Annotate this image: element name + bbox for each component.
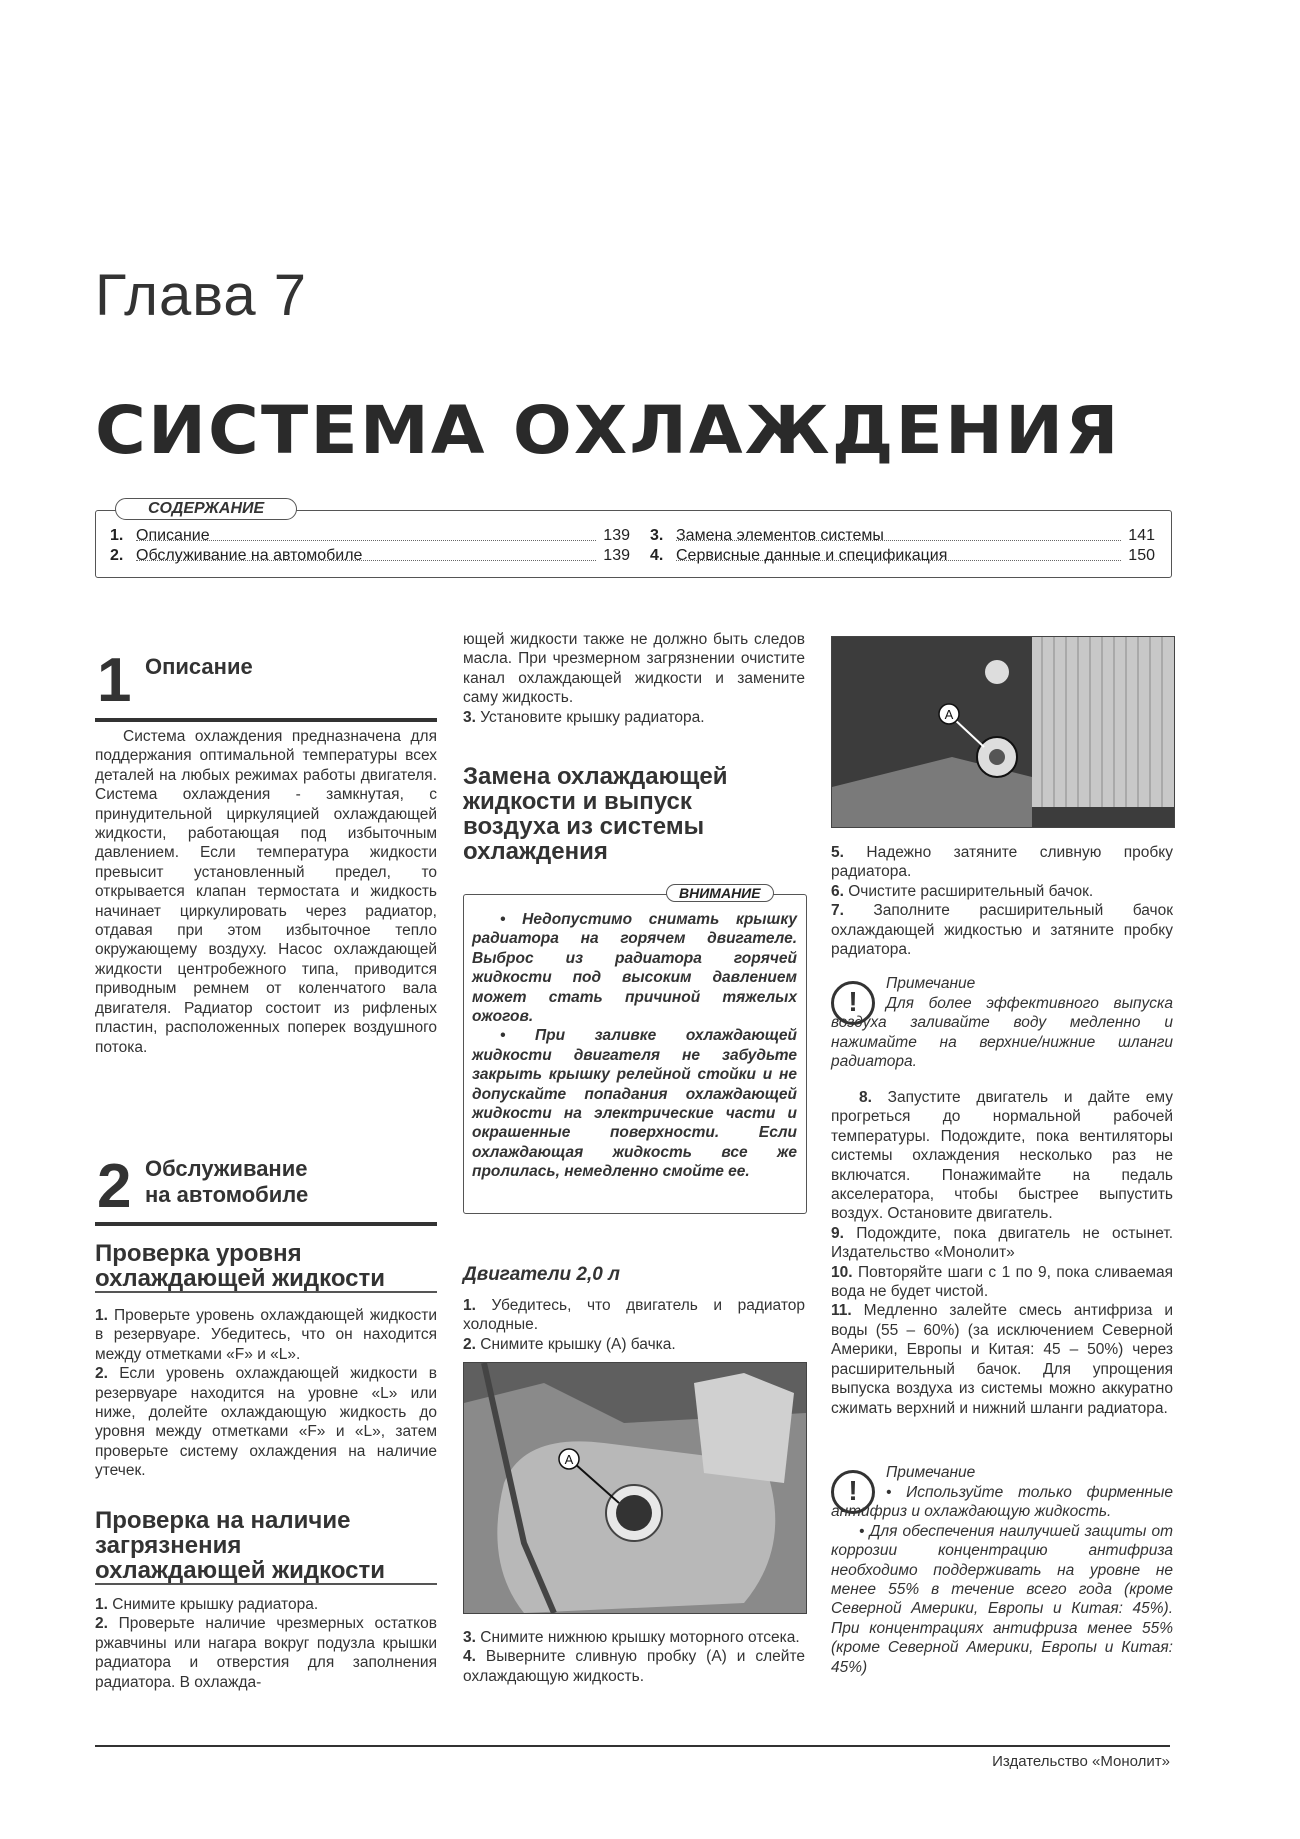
toc-item[interactable] (110, 546, 630, 566)
section1-title: Описание (145, 654, 253, 679)
step: 4. Выверните сливную пробку (А) и слейте охлаждающую жидкость. (463, 1648, 806, 1685)
step: 3. Установите крышку радиатора. (463, 708, 705, 726)
toc-item[interactable] (110, 526, 630, 546)
reservoir-photo-illustration (464, 1363, 806, 1613)
step: 2. Снимите крышку (А) бачка. (463, 1335, 676, 1353)
col2-text (463, 630, 805, 727)
section1-header (95, 640, 437, 722)
toc-item-label: Обслуживание на автомобиле (136, 546, 596, 561)
subsection-title-line: охлаждающей жидкости (95, 1557, 386, 1584)
drain-plug-photo-illustration (832, 637, 1174, 827)
toc-item-page: 141 (1128, 527, 1155, 544)
note-paragraph: • Используйте только фирменные антифриз и охлаждающую жидкость. (831, 1484, 1173, 1521)
col3-steps-b (831, 1088, 1173, 1418)
warning-tag: ВНИМАНИЕ (666, 884, 774, 902)
warning-text (472, 910, 797, 1182)
note-paragraph: • Для обеспечения наилучшей защиты от коррозии концентрацию антифриза необходимо поддерживать на уровне не менее 55% в течение всего года (кроме Северной Америки, Европы и Китая: 45%). При концентрациях антифриза менее 55% (кроме Северной Америки, Европы и Китая: 45%) (831, 1522, 1173, 1676)
step: 2. Если уровень охлаждающей жидкости в резервуаре находится на уровне «L» или ниже, долейте охлаждающую жидкость до уровня между отметками «F» и «L», затем проверьте систему охлаждения на наличие утечек. (95, 1365, 437, 1480)
subsection-coolant-level-title (95, 1241, 437, 1293)
chapter-title: СИСТЕМА ОХЛАЖДЕНИЯ (95, 392, 1121, 469)
toc-item-page: 139 (603, 527, 630, 544)
toc-tag: СОДЕРЖАНИЕ (115, 498, 297, 520)
subsection-contamination-title (95, 1508, 437, 1585)
engine-steps-b (463, 1628, 805, 1686)
continued-text: ющей жидкости также не должно быть следов масла. При чрезмерном загрязнении очистите канал охлаждающей жидкости и замените саму жидкость. (463, 631, 805, 707)
step: 1. Снимите крышку радиатора. (95, 1596, 319, 1613)
toc-item[interactable] (650, 546, 1155, 566)
step: 6. Очистите расширительный бачок. (831, 882, 1094, 900)
note2-text (831, 1483, 1173, 1677)
section1-number: 1 (97, 646, 132, 715)
step: 5. Надежно затяните сливную пробку радиатора. (831, 844, 1173, 881)
toc-item-label: Сервисные данные и спецификация (676, 546, 1121, 561)
col3-steps-a (831, 843, 1173, 959)
heading-line: воздуха из системы (463, 813, 705, 840)
reservoir-photo (463, 1362, 807, 1614)
warning-paragraph: • При заливке охлаждающей жидкости двигателя не забудьте закрыть крышку релейной стойки и не допускайте попадания охлаждающей жидкости на электрические части и окрашенные поверхности. Если охлаждающая жидкость все же пролилась, немедленно смойте ее. (472, 1027, 797, 1181)
step: 3. Снимите нижнюю крышку моторного отсека. (463, 1629, 800, 1646)
note1-text: Для более эффективного выпуска воздуха заливайте воду медленно и нажимайте на верхние/нижние шланги радиатора. (831, 995, 1173, 1071)
drain-plug-photo (831, 636, 1175, 828)
section2-title-line2: на автомобиле (145, 1182, 309, 1207)
toc-item-num: 3. (650, 527, 664, 544)
toc-item[interactable] (650, 526, 1155, 546)
step: 10. Повторяйте шаги с 1 по 9, пока сливаемая вода не будет чистой. (831, 1263, 1173, 1301)
subsection-title-line: загрязнения (95, 1532, 242, 1559)
coolant-replacement-title (463, 764, 805, 864)
note1-title: Примечание (886, 975, 976, 992)
step: 8. Запустите двигатель и дайте ему прогреться до нормальной рабочей температуры. Подождите, пока вентиляторы системы охлаждения несколько раз не включатся. Понажимайте на педаль акселератора, чтобы быстрее выпустить воздух. Остановите двигатель. (831, 1089, 1173, 1223)
chapter-label: Глава 7 (95, 263, 308, 328)
heading-line: жидкости и выпуск (463, 788, 692, 815)
note2-title: Примечание (886, 1464, 976, 1481)
engine-heading: Двигатели 2,0 л (463, 1264, 620, 1285)
note-warning-icon: ! (831, 981, 875, 1025)
toc-item-page: 139 (603, 547, 630, 564)
step: 7. Заполните расширительный бачок охлаждающей жидкостью и затяните пробку радиатора. (831, 902, 1173, 959)
toc-item-num: 4. (650, 547, 664, 564)
footer-publisher: Издательство «Монолит» (992, 1753, 1170, 1770)
section1-text: Система охлаждения предназначена для поддержания оптимальной температуры всех деталей на любых режимах работы двигателя. Система охлаждения - замкнутая, с принудительной циркуляцией охлаждающей жидкости, работающая под избыточным давлением. Если температура жидкости превысит установленный предел, то открывается клапан термостата и жидкость начинает циркулировать через радиатор, отдавая при этом избыточное тепло окружающему воздуху. Насос охлаждающей жидкости центробежного типа, приводится приводным ремнем от коленчатого вала двигателя. Радиатор состоит из рифленых пластин, расположенных поперек воздушного потока. (95, 728, 437, 1056)
heading-line: охлаждения (463, 838, 608, 865)
heading-line: Замена охлаждающей (463, 763, 728, 790)
toc-item-label: Замена элементов системы (676, 526, 1121, 541)
photo-callout-label: A (564, 1452, 574, 1467)
subsection-title-line: Проверка на наличие (95, 1507, 351, 1534)
toc-item-num: 1. (110, 527, 124, 544)
photo-callout-label: A (944, 707, 954, 722)
section2-number: 2 (97, 1152, 132, 1221)
toc-item-page: 150 (1128, 547, 1155, 564)
subsection-title-line: охлаждающей жидкости (95, 1265, 386, 1292)
step: 9. Подождите, пока двигатель не остынет. Издательство «Монолит» (831, 1224, 1174, 1262)
engine-steps-a (463, 1296, 805, 1354)
contamination-steps (95, 1595, 437, 1692)
step: 1. Проверьте уровень охлаждающей жидкости в резервуаре. Убедитесь, что он находится между отметками «F» и «L». (95, 1307, 437, 1363)
step: 1. Убедитесь, что двигатель и радиатор холодные. (463, 1297, 805, 1334)
coolant-level-steps (95, 1306, 437, 1481)
step: 2. Проверьте наличие чрезмерных остатков ржавчины или нагара вокруг подузла крышки радиатора и отверстия для заполнения радиатора. В охлажда- (95, 1615, 437, 1691)
subsection-title-line: Проверка уровня (95, 1240, 302, 1267)
section2-title-line1: Обслуживание (145, 1156, 308, 1181)
footer-divider (95, 1745, 1170, 1747)
warning-paragraph: • Недопустимо снимать крышку радиатора на горячем двигателе. Выброс из радиатора горячей жидкости под высоким давлением может стать причиной тяжелых ожогов. (472, 911, 797, 1026)
toc-item-label: Описание (136, 526, 596, 541)
note-warning-icon: ! (831, 1470, 875, 1514)
toc-item-num: 2. (110, 547, 124, 564)
step: 11. Медленно залейте смесь антифриза и воды (55 – 60%) (за исключением Северной Америки, Европы и Китая: 45 – 50%) через расширительный бачок. Для упрощения выпуска воздуха из системы можно аккуратно сжимать верхний и нижний шланги радиатора. (831, 1302, 1173, 1417)
section2-header (95, 1152, 437, 1226)
